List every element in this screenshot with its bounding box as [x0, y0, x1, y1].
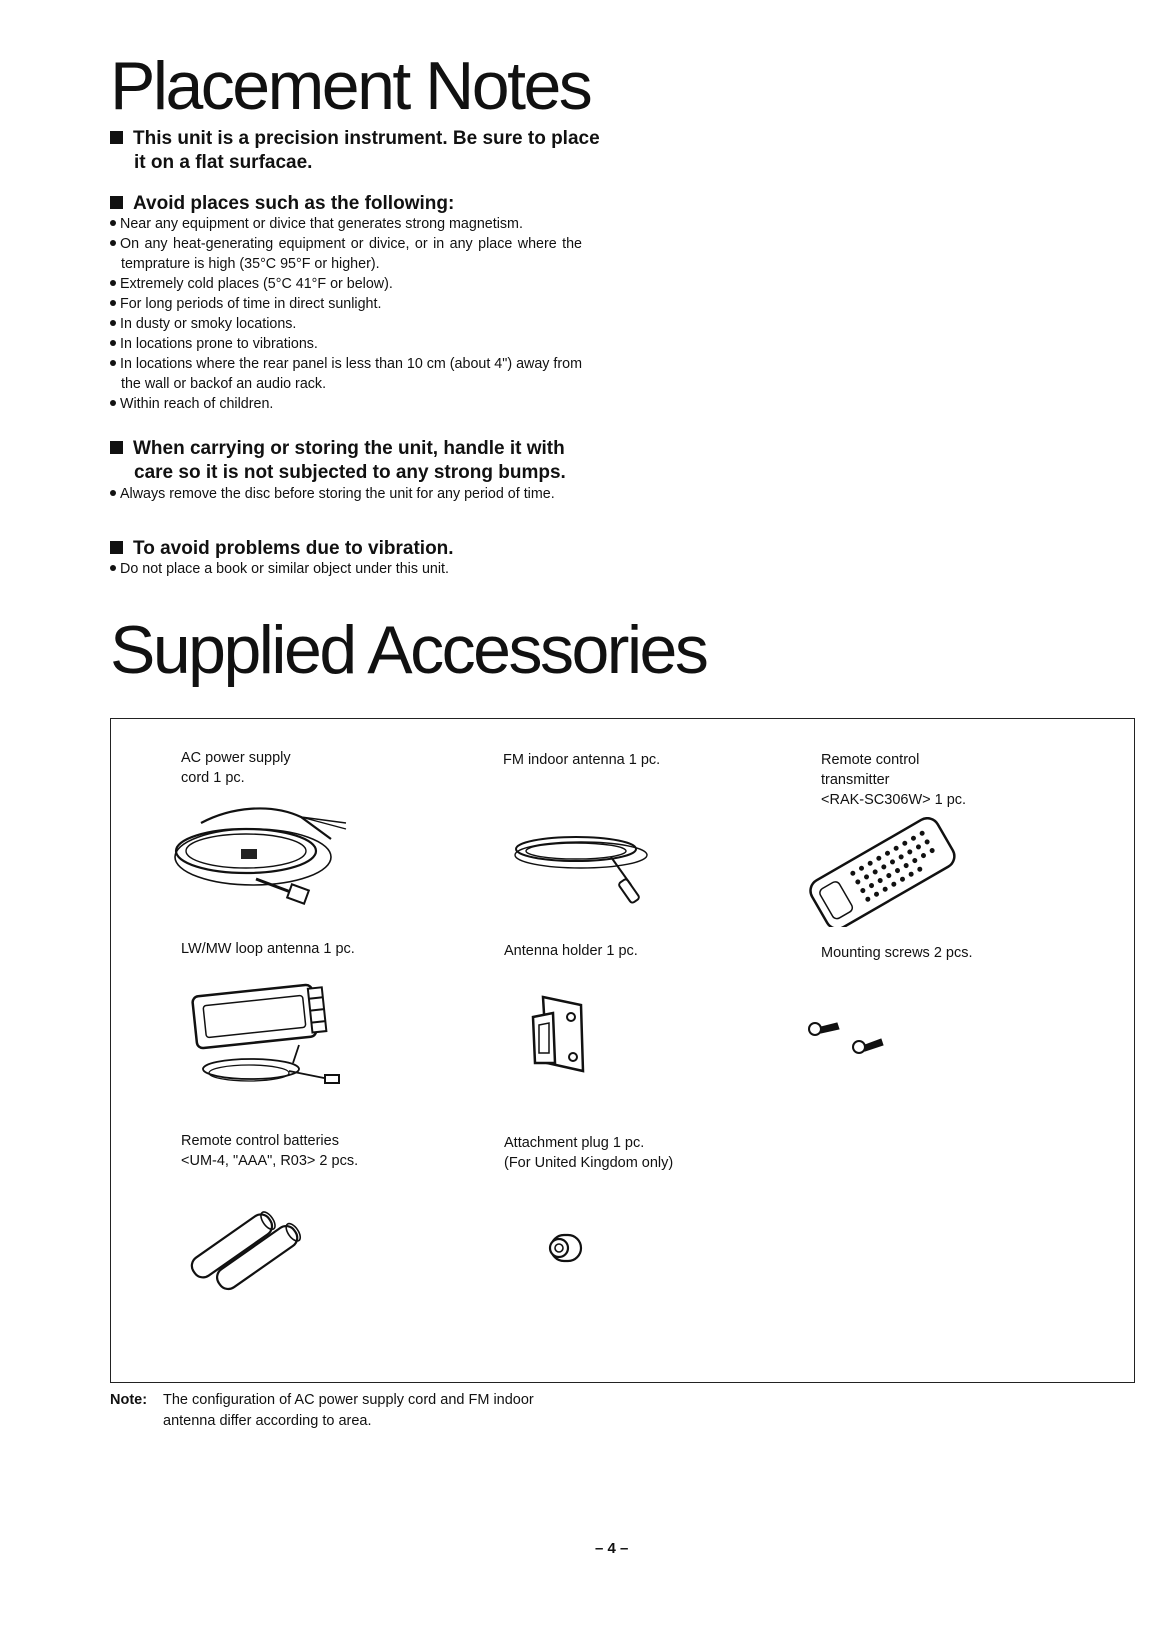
carrying-list	[110, 484, 582, 504]
note-text-line-2: antenna differ according to area.	[163, 1413, 372, 1429]
heading-avoid-places: Avoid places such as the following:	[110, 192, 604, 216]
round-bullet-icon	[110, 340, 116, 346]
round-bullet-icon	[110, 300, 116, 306]
loop-antenna-icon	[189, 981, 354, 1101]
square-bullet-icon	[110, 196, 123, 209]
supplied-accessories-title: Supplied Accessories	[110, 612, 707, 688]
antenna-holder-icon	[523, 991, 593, 1081]
accessory-label-mounting-screws: Mounting screws 2 pcs.	[821, 945, 973, 961]
list-item: In locations where the rear panel is less than 10 cm (about 4") away from the wall or backof an audio rack.	[110, 354, 582, 394]
list-item: In locations prone to vibrations.	[110, 334, 582, 354]
list-item: Extremely cold places (5°C 41°F or below).	[110, 274, 582, 294]
round-bullet-icon	[110, 320, 116, 326]
list-item: On any heat-generating equipment or divice, or in any place where the temprature is high (35°C 95°F or higher).	[110, 234, 582, 274]
square-bullet-icon	[110, 131, 123, 144]
placement-notes-title: Placement Notes	[110, 48, 591, 124]
accessory-label-batteries: Remote control batteries <UM-4, "AAA", R03> 2 pcs.	[181, 1133, 359, 1169]
note-text-line-1: The configuration of AC power supply cord and FM indoor	[163, 1392, 534, 1408]
round-bullet-icon	[110, 490, 116, 496]
square-bullet-icon	[110, 441, 123, 454]
heading-carrying: When carrying or storing the unit, handle it with care so it is not subjected to any strong bumps.	[110, 437, 604, 485]
accessory-label-antenna-holder: Antenna holder 1 pc.	[504, 943, 638, 959]
vibration-list	[110, 559, 582, 579]
remote-control-icon	[801, 817, 961, 927]
list-item: For long periods of time in direct sunlight.	[110, 294, 582, 314]
round-bullet-icon	[110, 360, 116, 366]
avoid-places-list	[110, 214, 582, 414]
accessory-label-loop-antenna: LW/MW loop antenna 1 pc.	[181, 941, 355, 957]
batteries-icon	[187, 1205, 307, 1295]
ac-power-cord-icon	[161, 799, 361, 909]
page-number: – 4 –	[595, 1540, 629, 1557]
list-item: Near any equipment or divice that generates strong magnetism.	[110, 214, 582, 234]
round-bullet-icon	[110, 240, 116, 246]
round-bullet-icon	[110, 280, 116, 286]
round-bullet-icon	[110, 565, 116, 571]
accessory-label-ac-cord: AC power supply cord 1 pc.	[181, 750, 291, 786]
fm-antenna-icon	[506, 827, 661, 907]
list-item: Within reach of children.	[110, 394, 582, 414]
heading-vibration: To avoid problems due to vibration.	[110, 537, 604, 561]
square-bullet-icon	[110, 541, 123, 554]
list-item: In dusty or smoky locations.	[110, 314, 582, 334]
list-item: Always remove the disc before storing the unit for any period of time.	[110, 484, 582, 504]
round-bullet-icon	[110, 400, 116, 406]
screws-icon	[801, 1015, 891, 1065]
accessory-label-fm-antenna: FM indoor antenna 1 pc.	[503, 752, 661, 768]
accessory-label-attachment-plug: Attachment plug 1 pc. (For United Kingdom only)	[504, 1135, 674, 1171]
accessories-box	[110, 718, 1135, 1383]
heading-precision: This unit is a precision instrument. Be sure to place it on a flat surfacae.	[110, 127, 604, 175]
accessory-label-remote: Remote control transmitter <RAK-SC306W> 1 pc.	[821, 752, 967, 808]
attachment-plug-icon	[541, 1229, 591, 1269]
note-label: Note:	[110, 1392, 148, 1408]
list-item: Do not place a book or similar object under this unit.	[110, 559, 582, 579]
note	[110, 1390, 630, 1432]
round-bullet-icon	[110, 220, 116, 226]
